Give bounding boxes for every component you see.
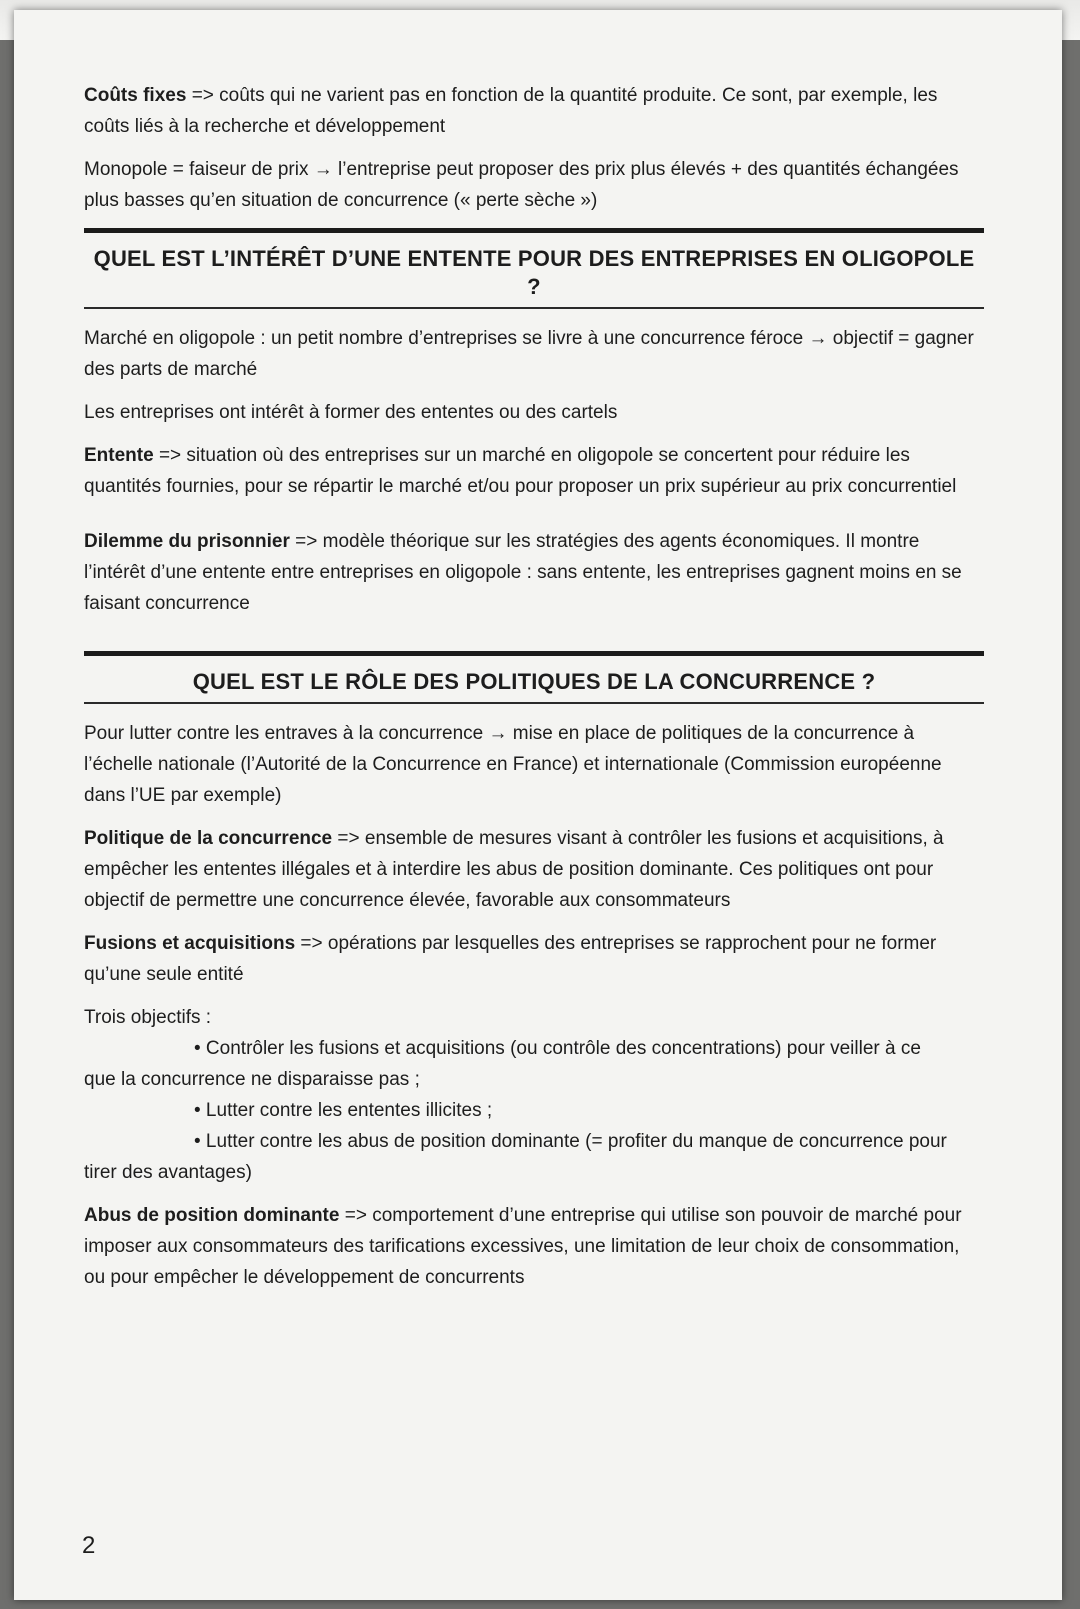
term-dilemme-prisonnier: Dilemme du prisonnier (84, 531, 290, 552)
definition-text: => situation où des entreprises sur un marché en oligopole se concertent pour réduire les quantités fournies, pour se répartir le marché et/ou pour proposer un prix supérieur au prix concurrentiel (84, 445, 957, 497)
section-divider-thin (84, 307, 984, 309)
definition-abus-position (84, 1200, 984, 1293)
spacer (84, 1188, 984, 1200)
list-item: • Lutter contre les abus de position dominante (= profiter du manque de concurrence pour (194, 1131, 947, 1152)
definition-text: => coûts qui ne varient pas en fonction de la quantité produite. Ce sont, par exemple, les coûts liés à la recherche et développement (84, 85, 938, 137)
definition-text: => modèle théorique sur les stratégies des agents économiques. Il montre l’intérêt d’une entente entre entreprises en oligopole : sans entente, les entreprises gagnent moins en se faisant concurrence (84, 531, 962, 614)
definition-text: => ensemble de mesures visant à contrôler les fusions et acquisitions, à empêcher les ententes illégales et à interdire les abus de position dominante. Ces politiques ont pour objectif de permettre une concurrence élevée, favorable aux consommateurs (84, 828, 944, 911)
page-content (84, 80, 984, 1305)
paragraph-entraves (84, 718, 984, 811)
page-number: 2 (82, 1532, 96, 1559)
term-couts-fixes: Coûts fixes (84, 85, 187, 106)
definition-fusions-acquisitions (84, 928, 984, 990)
definition-entente (84, 440, 984, 502)
paragraph-monopole (84, 154, 984, 216)
term-abus-position: Abus de position dominante (84, 1205, 340, 1226)
definition-politique-concurrence (84, 823, 984, 916)
term-fusions-acquisitions: Fusions et acquisitions (84, 933, 296, 954)
section-divider-thick (84, 228, 984, 233)
section-heading-politiques: QUEL EST LE RÔLE DES POLITIQUES DE LA CONCURRENCE ? (192, 669, 876, 694)
spacer (84, 514, 984, 526)
paragraph-text: Marché en oligopole : un petit nombre d’entreprises se livre à une concurrence féroce → objectif = gagner des parts de marché (84, 328, 974, 380)
paragraph-text: Monopole = faiseur de prix → l’entreprise peut proposer des prix plus élevés + des quantités échangées plus basses qu’en situation de concurrence (« perte sèche ») (84, 159, 959, 211)
spacer (84, 631, 984, 643)
document-page (14, 10, 1062, 1600)
list-item: • Contrôler les fusions et acquisitions (ou contrôle des concentrations) pour veiller à ce (194, 1038, 921, 1059)
list-item-continuation: que la concurrence ne disparaisse pas ; (84, 1069, 420, 1090)
section-divider-thick (84, 651, 984, 656)
paragraph-text: Pour lutter contre les entraves à la concurrence → mise en place de politiques de la concurrence à l’échelle nationale (l’Autorité de la Concurrence en France) et internationale (Commission européenne dans l’UE par exemple) (84, 723, 942, 806)
definition-text: => comportement d’une entreprise qui utilise son pouvoir de marché pour imposer aux consommateurs des tarifications excessives, une limitation de leur choix de consommation, ou pour empêcher le développement de concurrents (84, 1205, 962, 1288)
objectives-intro: Trois objectifs : (84, 1007, 212, 1028)
list-item-continuation: tirer des avantages) (84, 1162, 252, 1183)
section-heading-entente: QUEL EST L’INTÉRÊT D’UNE ENTENTE POUR DES ENTREPRISES EN OLIGOPOLE ? (93, 246, 975, 299)
paragraph-cartels (84, 397, 984, 428)
paragraph-text: Les entreprises ont intérêt à former des ententes ou des cartels (84, 402, 618, 423)
definition-couts-fixes (84, 80, 984, 142)
list-item: • Lutter contre les ententes illicites ; (194, 1100, 493, 1121)
term-entente: Entente (84, 445, 154, 466)
definition-text: => opérations par lesquelles des entreprises se rapprochent pour ne former qu’une seule entité (84, 933, 937, 985)
objectives-list (84, 1002, 984, 1188)
definition-dilemme-prisonnier (84, 526, 984, 619)
paragraph-oligopole (84, 323, 984, 385)
section-divider-thin (84, 702, 984, 704)
term-politique-concurrence: Politique de la concurrence (84, 828, 333, 849)
